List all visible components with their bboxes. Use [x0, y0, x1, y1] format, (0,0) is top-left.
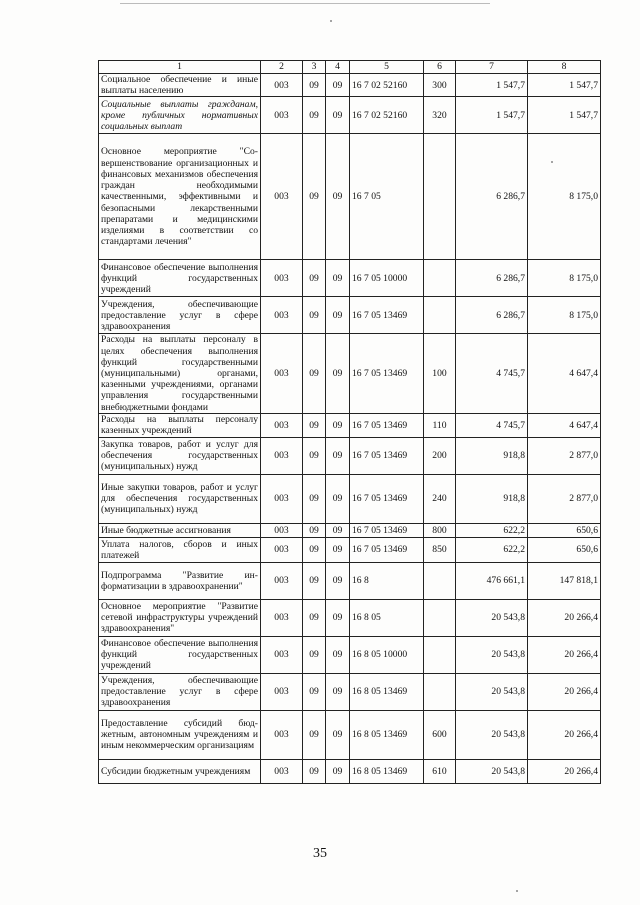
table-row	[99, 74, 601, 97]
amount-col8: 1 547,7	[528, 74, 601, 97]
code-subsection: 09	[326, 523, 350, 537]
code-target-article: 16 8 05 10000	[350, 636, 424, 673]
code-admin: 003	[261, 413, 303, 437]
amount-col7: 1 547,7	[456, 97, 528, 134]
amount-col7: 20 543,8	[456, 673, 528, 710]
code-admin: 003	[261, 562, 303, 599]
code-target-article: 16 7 05 13469	[350, 474, 424, 523]
table-row	[99, 562, 601, 599]
code-section: 09	[303, 297, 326, 334]
amount-col8: 1 547,7	[528, 97, 601, 134]
code-admin: 003	[261, 759, 303, 783]
code-section: 09	[303, 334, 326, 413]
code-section: 09	[303, 636, 326, 673]
code-target-article: 16 7 05 10000	[350, 260, 424, 297]
row-description: Социальное обеспечение и иные выплаты населению	[99, 74, 261, 97]
amount-col8: 20 266,4	[528, 636, 601, 673]
code-admin: 003	[261, 474, 303, 523]
code-subsection: 09	[326, 413, 350, 437]
code-subsection: 09	[326, 636, 350, 673]
amount-col8: 147 818,1	[528, 562, 601, 599]
code-subsection: 09	[326, 759, 350, 783]
code-target-article: 16 7 05 13469	[350, 334, 424, 413]
code-subsection: 09	[326, 437, 350, 474]
code-section: 09	[303, 474, 326, 523]
amount-col7: 6 286,7	[456, 297, 528, 334]
table-row	[99, 297, 601, 334]
amount-col7: 476 661,1	[456, 562, 528, 599]
amount-col7: 6 286,7	[456, 134, 528, 260]
amount-col7: 1 547,7	[456, 74, 528, 97]
code-subsection: 09	[326, 134, 350, 260]
scan-artifact-line	[120, 3, 490, 4]
amount-col8: 8 175,0	[528, 134, 601, 260]
row-description: Субсидии бюджетным учреждениям	[99, 759, 261, 783]
amount-col7: 20 543,8	[456, 710, 528, 759]
code-section: 09	[303, 759, 326, 783]
code-expense-type: 600	[424, 710, 456, 759]
amount-col8: 8 175,0	[528, 260, 601, 297]
amount-col7: 622,2	[456, 537, 528, 562]
row-description: Финансовое обеспечение выполнения функций государственных учреждений	[99, 636, 261, 673]
code-section: 09	[303, 562, 326, 599]
amount-col8: 650,6	[528, 523, 601, 537]
code-admin: 003	[261, 334, 303, 413]
code-expense-type: 110	[424, 413, 456, 437]
header-cell: 1	[99, 61, 261, 74]
table-row	[99, 334, 601, 413]
code-admin: 003	[261, 437, 303, 474]
table-row	[99, 437, 601, 474]
row-description: Расходы на выплаты персоналу в целях обеспечения выполнения функций государственными (муниципальными) органами, казенными учреждениями, органами управления государственными внебюджетными фондами	[99, 334, 261, 413]
code-section: 09	[303, 437, 326, 474]
header-cell: 5	[350, 61, 424, 74]
code-section: 09	[303, 710, 326, 759]
row-description: Иные бюджетные ассигнования	[99, 523, 261, 537]
code-admin: 003	[261, 97, 303, 134]
table-row	[99, 523, 601, 537]
row-description: Финансовое обеспечение выполнения функций государственных учреждений	[99, 260, 261, 297]
code-admin: 003	[261, 74, 303, 97]
code-subsection: 09	[326, 710, 350, 759]
code-subsection: 09	[326, 297, 350, 334]
amount-col8: 650,6	[528, 537, 601, 562]
code-expense-type	[424, 636, 456, 673]
code-expense-type: 610	[424, 759, 456, 783]
code-section: 09	[303, 673, 326, 710]
code-section: 09	[303, 260, 326, 297]
code-subsection: 09	[326, 537, 350, 562]
budget-table	[98, 60, 601, 784]
code-target-article: 16 7 05 13469	[350, 437, 424, 474]
amount-col7: 6 286,7	[456, 260, 528, 297]
header-cell: 2	[261, 61, 303, 74]
code-expense-type: 800	[424, 523, 456, 537]
code-subsection: 09	[326, 673, 350, 710]
code-expense-type: 240	[424, 474, 456, 523]
code-expense-type	[424, 673, 456, 710]
amount-col7: 918,8	[456, 437, 528, 474]
amount-col8: 8 175,0	[528, 297, 601, 334]
row-description: Расходы на выплаты персоналу казенных учреждений	[99, 413, 261, 437]
amount-col7: 20 543,8	[456, 759, 528, 783]
code-expense-type: 300	[424, 74, 456, 97]
code-target-article: 16 7 05 13469	[350, 537, 424, 562]
amount-col7: 918,8	[456, 474, 528, 523]
header-cell: 4	[326, 61, 350, 74]
amount-col8: 20 266,4	[528, 759, 601, 783]
code-target-article: 16 7 05	[350, 134, 424, 260]
code-section: 09	[303, 537, 326, 562]
code-admin: 003	[261, 297, 303, 334]
amount-col8: 2 877,0	[528, 437, 601, 474]
code-target-article: 16 8	[350, 562, 424, 599]
row-description: Социальные выплаты гражданам, кроме публичных нормативных социальных выплат	[99, 97, 261, 134]
code-subsection: 09	[326, 97, 350, 134]
table-row	[99, 673, 601, 710]
code-admin: 003	[261, 710, 303, 759]
row-description: Основное мероприятие "Развитие сетевой инфраструктуры учреждений здравоохранения"	[99, 599, 261, 636]
code-section: 09	[303, 413, 326, 437]
code-admin: 003	[261, 537, 303, 562]
table-row	[99, 599, 601, 636]
table-row	[99, 759, 601, 783]
code-expense-type: 320	[424, 97, 456, 134]
code-target-article: 16 7 02 52160	[350, 97, 424, 134]
code-section: 09	[303, 134, 326, 260]
code-section: 09	[303, 74, 326, 97]
code-target-article: 16 7 05 13469	[350, 523, 424, 537]
code-expense-type	[424, 134, 456, 260]
header-row	[99, 61, 601, 74]
scan-artifact-dot	[330, 20, 332, 22]
code-expense-type: 850	[424, 537, 456, 562]
row-description: Иные закупки товаров, работ и услуг для обеспечения государственных (муниципальных) нужд	[99, 474, 261, 523]
table-row	[99, 636, 601, 673]
amount-col7: 20 543,8	[456, 599, 528, 636]
code-target-article: 16 7 05 13469	[350, 413, 424, 437]
code-admin: 003	[261, 260, 303, 297]
code-target-article: 16 8 05 13469	[350, 710, 424, 759]
row-description: Подпрограмма "Развитие информатизации в здравоохранении"	[99, 562, 261, 599]
row-description: Предоставление субсидий бюджетным, автономным учреждениям и иным некоммерческим организациям	[99, 710, 261, 759]
code-section: 09	[303, 523, 326, 537]
table-row	[99, 474, 601, 523]
code-admin: 003	[261, 523, 303, 537]
code-subsection: 09	[326, 474, 350, 523]
row-description: Учреждения, обеспечивающие предоставление услуг в сфере здравоохранения	[99, 673, 261, 710]
amount-col8: 20 266,4	[528, 673, 601, 710]
code-section: 09	[303, 97, 326, 134]
code-expense-type: 200	[424, 437, 456, 474]
code-subsection: 09	[326, 334, 350, 413]
amount-col8: 20 266,4	[528, 710, 601, 759]
table-row	[99, 537, 601, 562]
amount-col8: 2 877,0	[528, 474, 601, 523]
code-admin: 003	[261, 673, 303, 710]
header-cell: 6	[424, 61, 456, 74]
code-section: 09	[303, 599, 326, 636]
code-target-article: 16 7 05 13469	[350, 297, 424, 334]
code-subsection: 09	[326, 599, 350, 636]
amount-col7: 4 745,7	[456, 413, 528, 437]
row-description: Закупка товаров, работ и услуг для обеспечения государственных (муниципальных) нужд	[99, 437, 261, 474]
header-cell: 8	[528, 61, 601, 74]
code-subsection: 09	[326, 562, 350, 599]
table-row	[99, 710, 601, 759]
table-row	[99, 260, 601, 297]
amount-col7: 4 745,7	[456, 334, 528, 413]
code-expense-type	[424, 260, 456, 297]
code-target-article: 16 8 05 13469	[350, 673, 424, 710]
amount-col7: 20 543,8	[456, 636, 528, 673]
table-row	[99, 97, 601, 134]
amount-col8: 4 647,4	[528, 334, 601, 413]
header-cell: 7	[456, 61, 528, 74]
table-row	[99, 413, 601, 437]
amount-col8: 4 647,4	[528, 413, 601, 437]
code-expense-type	[424, 599, 456, 636]
table-row	[99, 134, 601, 260]
code-subsection: 09	[326, 74, 350, 97]
code-expense-type	[424, 297, 456, 334]
row-description: Основное мероприятие "Совершенствование организационных и финансовых механизмов обеспечения граждан необходимыми качественными, эффективными и безопасными лекарственными препаратами и медицинскими изделиями в соответствии со стандартами лечения"	[99, 134, 261, 260]
code-admin: 003	[261, 134, 303, 260]
code-admin: 003	[261, 599, 303, 636]
code-expense-type: 100	[424, 334, 456, 413]
row-description: Учреждения, обеспечивающие предоставление услуг в сфере здравоохранения	[99, 297, 261, 334]
code-admin: 003	[261, 636, 303, 673]
code-subsection: 09	[326, 260, 350, 297]
code-target-article: 16 8 05 13469	[350, 759, 424, 783]
amount-col8: 20 266,4	[528, 599, 601, 636]
code-target-article: 16 7 02 52160	[350, 74, 424, 97]
code-expense-type	[424, 562, 456, 599]
code-target-article: 16 8 05	[350, 599, 424, 636]
header-cell: 3	[303, 61, 326, 74]
amount-col7: 622,2	[456, 523, 528, 537]
page-number: 35	[313, 846, 327, 861]
scan-artifact-dot	[516, 890, 518, 892]
row-description: Уплата налогов, сборов и иных платежей	[99, 537, 261, 562]
